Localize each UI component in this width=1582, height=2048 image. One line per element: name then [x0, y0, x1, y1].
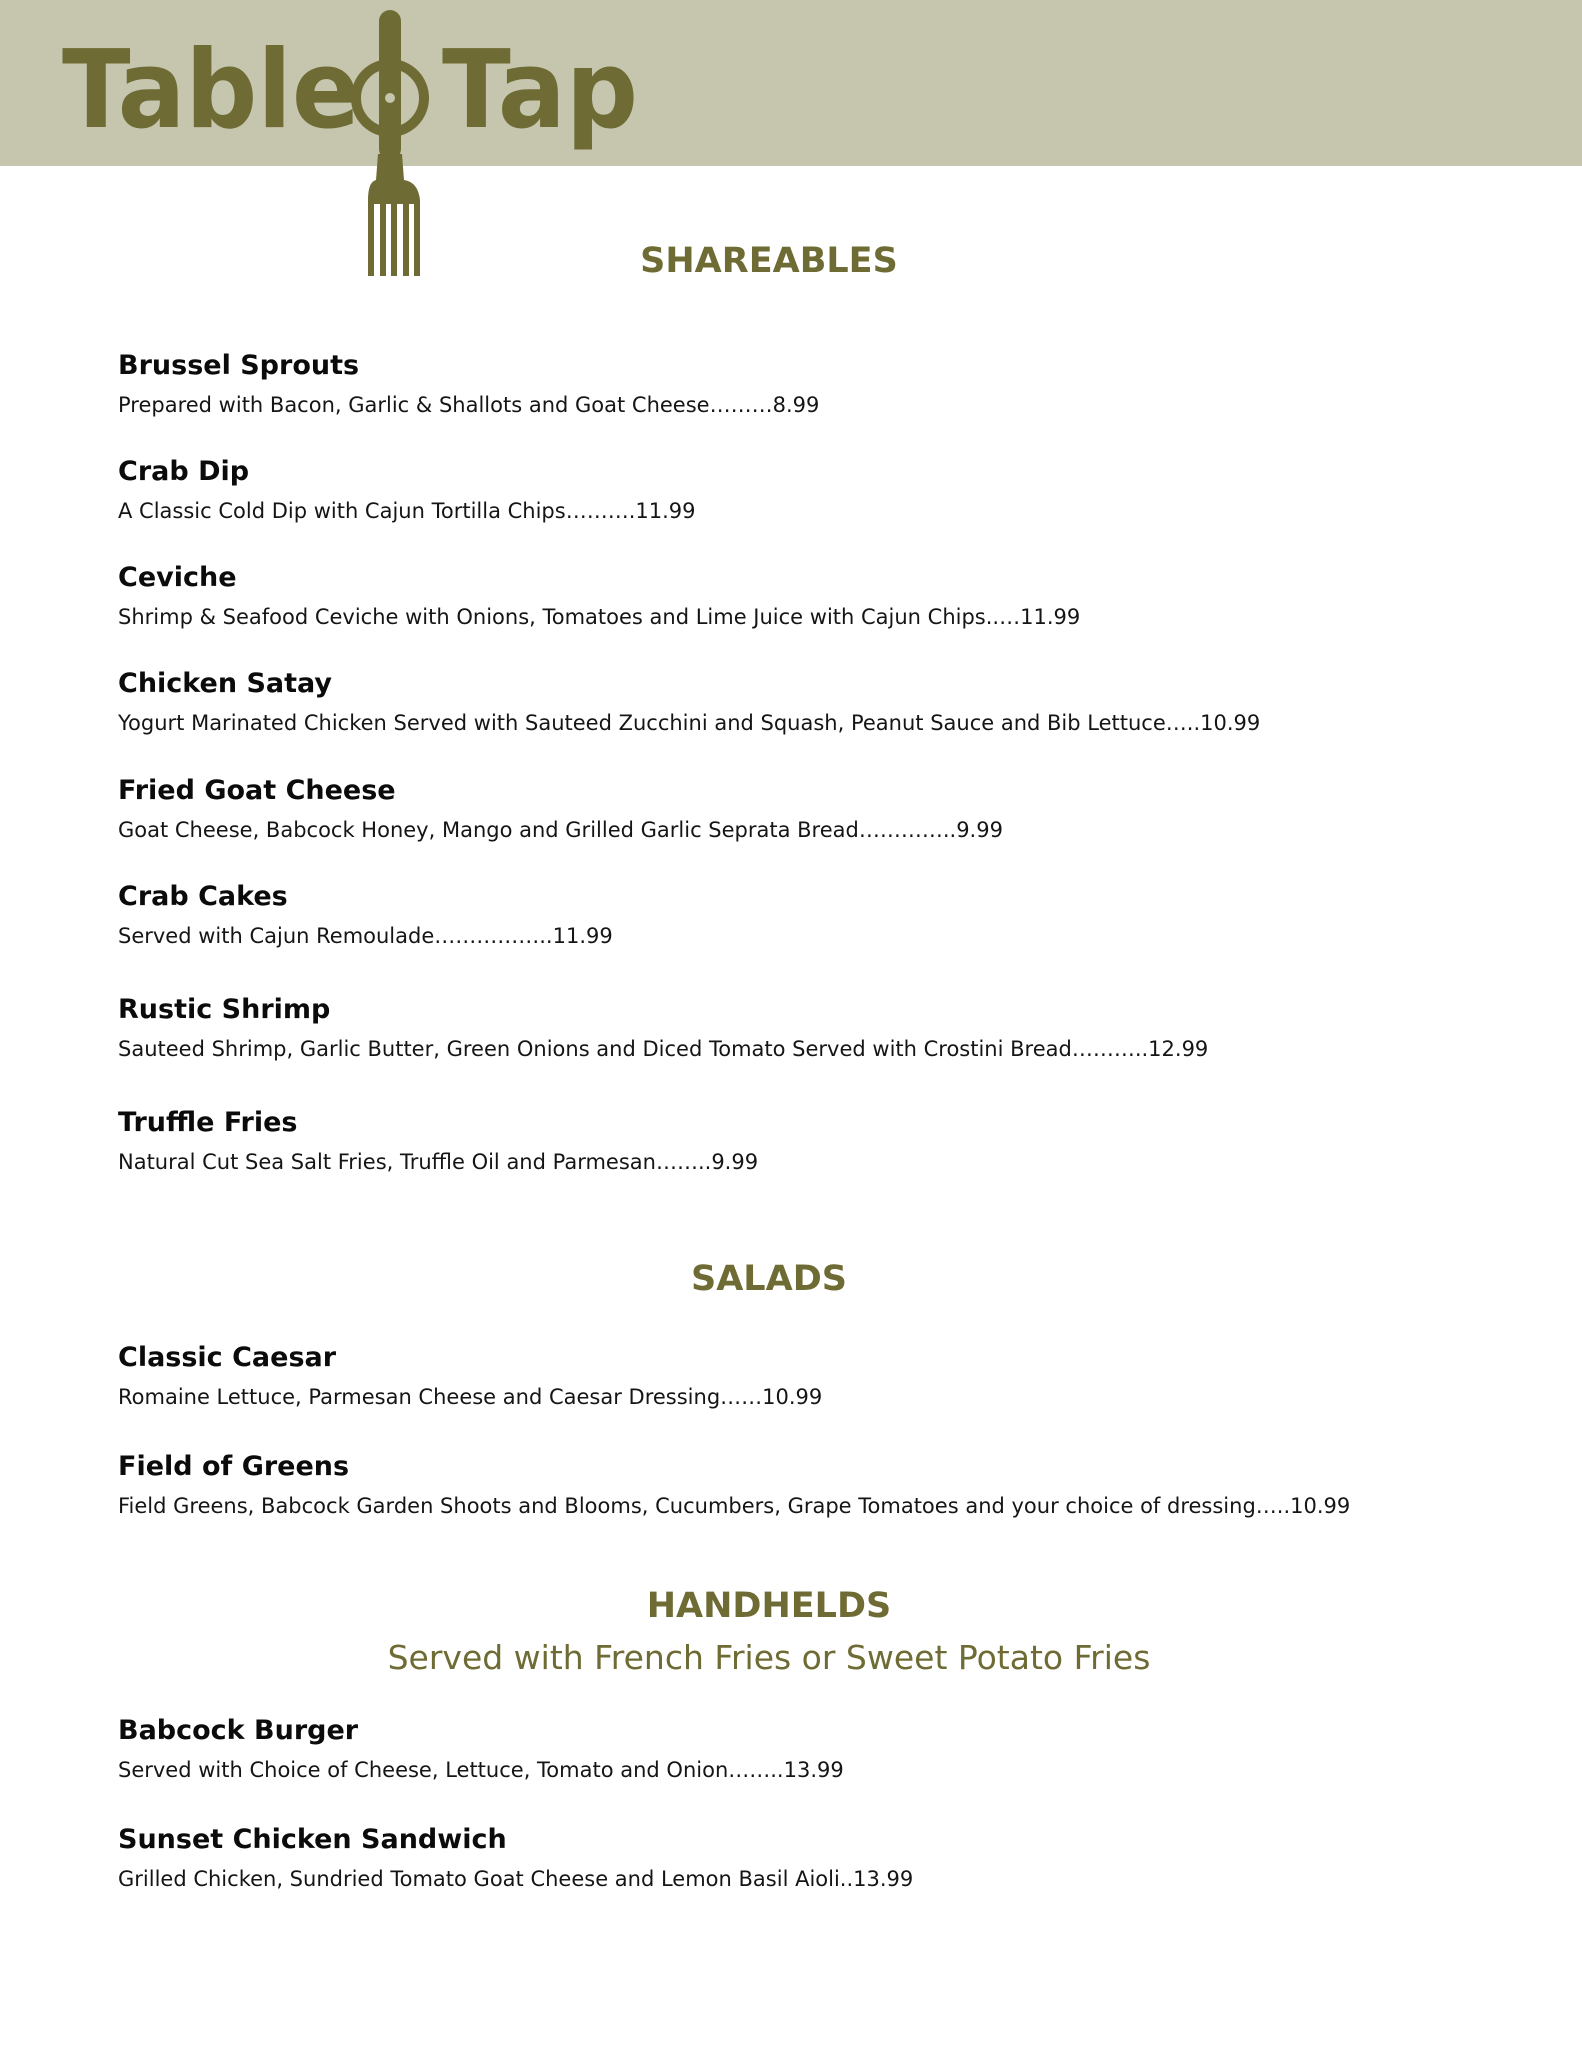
menu-item-description: Served with Cajun Remoulade……………..11.99	[118, 924, 613, 948]
menu-item-description: Shrimp & Seafood Ceviche with Onions, Tomatoes and Lime Juice with Cajun Chips..…11.99	[118, 605, 1081, 629]
table-tap-logo	[62, 4, 662, 284]
menu-item-description: Romaine Lettuce, Parmesan Cheese and Caesar Dressing……10.99	[118, 1385, 823, 1409]
menu-item-name: Babcock Burger	[118, 1715, 359, 1746]
menu-item	[118, 456, 1498, 525]
menu-item-name: Brussel Sprouts	[118, 350, 360, 381]
menu-item-description: Prepared with Bacon, Garlic & Shallots and Goat Cheese………8.99	[118, 393, 820, 417]
menu-item-description: Field Greens, Babcock Garden Shoots and Blooms, Cucumbers, Grape Tomatoes and your choice of dressing…..10.99	[118, 1494, 1351, 1518]
brand-tap-text: Tap	[442, 28, 638, 153]
menu-item	[118, 775, 1498, 844]
menu-item-name: Fried Goat Cheese	[118, 775, 396, 806]
menu-item	[118, 881, 1498, 950]
menu-item-name: Classic Caesar	[118, 1342, 337, 1373]
menu-item-description: A Classic Cold Dip with Cajun Tortilla Chips……….11.99	[118, 499, 696, 523]
section-title-shareables: SHAREABLES	[640, 241, 898, 281]
menu-item	[118, 1107, 1498, 1176]
section-subtitle-handhelds: Served with French Fries or Sweet Potato Fries	[387, 1638, 1151, 1677]
menu-item-description: Natural Cut Sea Salt Fries, Truffle Oil and Parmesan……..9.99	[118, 1150, 759, 1174]
menu-item	[118, 994, 1498, 1063]
menu-item-name: Truffle Fries	[118, 1107, 298, 1138]
fork-icon	[62, 4, 662, 284]
section-title-handhelds: HANDHELDS	[646, 1586, 892, 1626]
menu-item	[118, 350, 1498, 419]
menu-item-name: Crab Cakes	[118, 881, 288, 912]
menu-item-name: Ceviche	[118, 562, 237, 593]
menu-item-name: Chicken Satay	[118, 668, 333, 699]
section-title-salads: SALADS	[691, 1259, 847, 1299]
menu-item-name: Sunset Chicken Sandwich	[118, 1824, 507, 1855]
menu-item-description: Sauteed Shrimp, Garlic Butter, Green Onions and Diced Tomato Served with Crostini Bread………..12.99	[118, 1037, 1209, 1061]
menu-item-name: Crab Dip	[118, 456, 250, 487]
menu-item-description: Served with Choice of Cheese, Lettuce, Tomato and Onion……..13.99	[118, 1758, 844, 1782]
menu-item-name: Rustic Shrimp	[118, 994, 331, 1025]
menu-item	[118, 562, 1498, 631]
menu-item-description: Grilled Chicken, Sundried Tomato Goat Cheese and Lemon Basil Aioli..13.99	[118, 1867, 914, 1891]
menu-item	[118, 1824, 1498, 1893]
menu-item	[118, 668, 1498, 737]
brand-table-text: Table	[62, 28, 360, 153]
menu-item	[118, 1715, 1498, 1784]
menu-item-name: Field of Greens	[118, 1451, 350, 1482]
menu-item	[118, 1451, 1498, 1520]
menu-item	[118, 1342, 1498, 1411]
menu-item-description: Yogurt Marinated Chicken Served with Sauteed Zucchini and Squash, Peanut Sauce and Bib Lettuce…..10.99	[118, 711, 1261, 735]
menu-item-description: Goat Cheese, Babcock Honey, Mango and Grilled Garlic Seprata Bread…………..9.99	[118, 818, 1003, 842]
